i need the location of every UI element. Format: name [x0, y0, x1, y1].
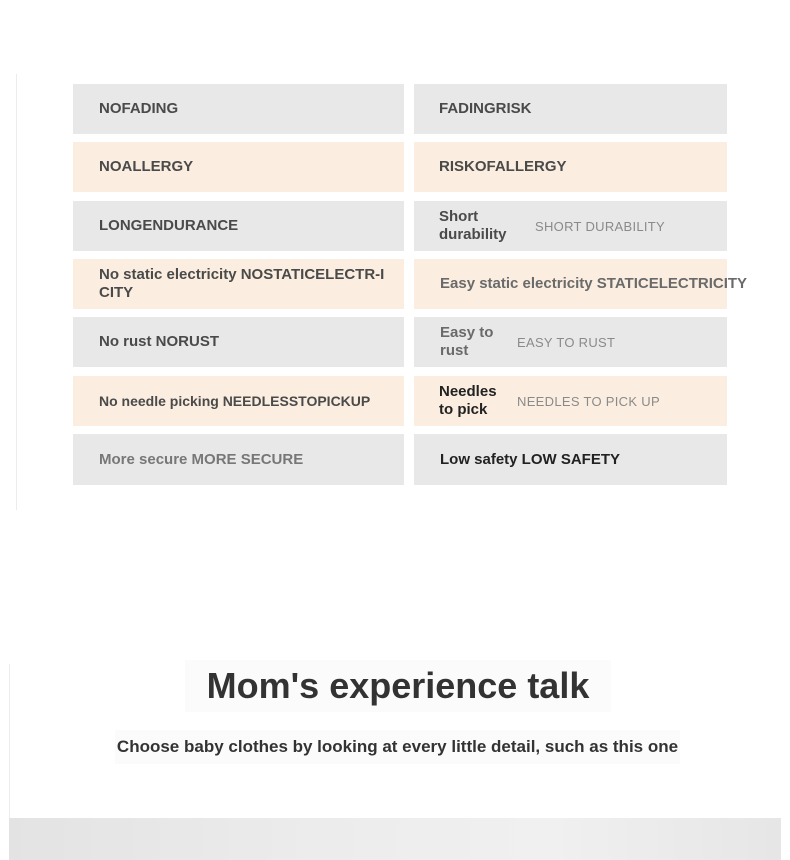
right-cell-sublabel: EASY TO RUST [517, 334, 616, 350]
section-subtitle: Choose baby clothes by looking at every little detail, such as this one [116, 737, 679, 756]
left-cell-label: No static electricity NOSTATICELECTR-ICITY [99, 266, 385, 301]
left-cell-label: More secure MORE SECURE [99, 450, 304, 468]
right-cell-sublabel: SHORT DURABILITY [535, 218, 666, 234]
right-cell-fading-risk [414, 84, 727, 134]
right-cell-label: Needles to pick [439, 383, 497, 418]
right-cell-low-safety [414, 434, 727, 485]
right-cell-easy-to-rust [414, 317, 727, 367]
right-cell-sublabel: NEEDLES TO PICK UP [517, 393, 660, 409]
section-title-box [185, 660, 611, 712]
left-cell-no-needle [73, 376, 404, 426]
right-cell-risk-of-allergy [414, 142, 727, 192]
section-subtitle-box [115, 730, 680, 764]
right-cell-needles-to-pick [414, 376, 727, 426]
section-title: Mom's experience talk [206, 665, 590, 706]
left-cell-label: No rust NORUST [99, 333, 219, 350]
bottom-photo [9, 818, 781, 860]
left-cell-no-static [73, 259, 404, 309]
left-cell-label: NOFADING [99, 100, 179, 117]
lower-divider-line [9, 664, 10, 818]
right-cell-short-durability [414, 201, 727, 251]
right-cell-label: FADINGRISK [439, 100, 532, 117]
right-cell-easy-static [414, 259, 748, 309]
right-cell-label: Low safety LOW SAFETY [440, 450, 621, 468]
left-cell-no-fading [73, 84, 404, 134]
left-cell-label: LONGENDURANCE [99, 217, 239, 234]
left-cell-label: No needle picking NEEDLESSTOPICKUP [99, 393, 371, 409]
right-cell-label: Easy to rust [440, 324, 494, 359]
right-cell-label: RISKOFALLERGY [439, 158, 567, 175]
left-divider-line [16, 74, 17, 510]
left-cell-no-rust [73, 317, 404, 367]
left-cell-label: NOALLERGY [99, 158, 194, 175]
left-cell-more-secure [73, 434, 404, 485]
right-cell-label: Short durability [439, 208, 507, 243]
right-cell-label: Easy static electricity STATICELECTRICITY [440, 275, 748, 292]
left-cell-no-allergy [73, 142, 404, 192]
left-cell-long-endurance [73, 201, 404, 251]
